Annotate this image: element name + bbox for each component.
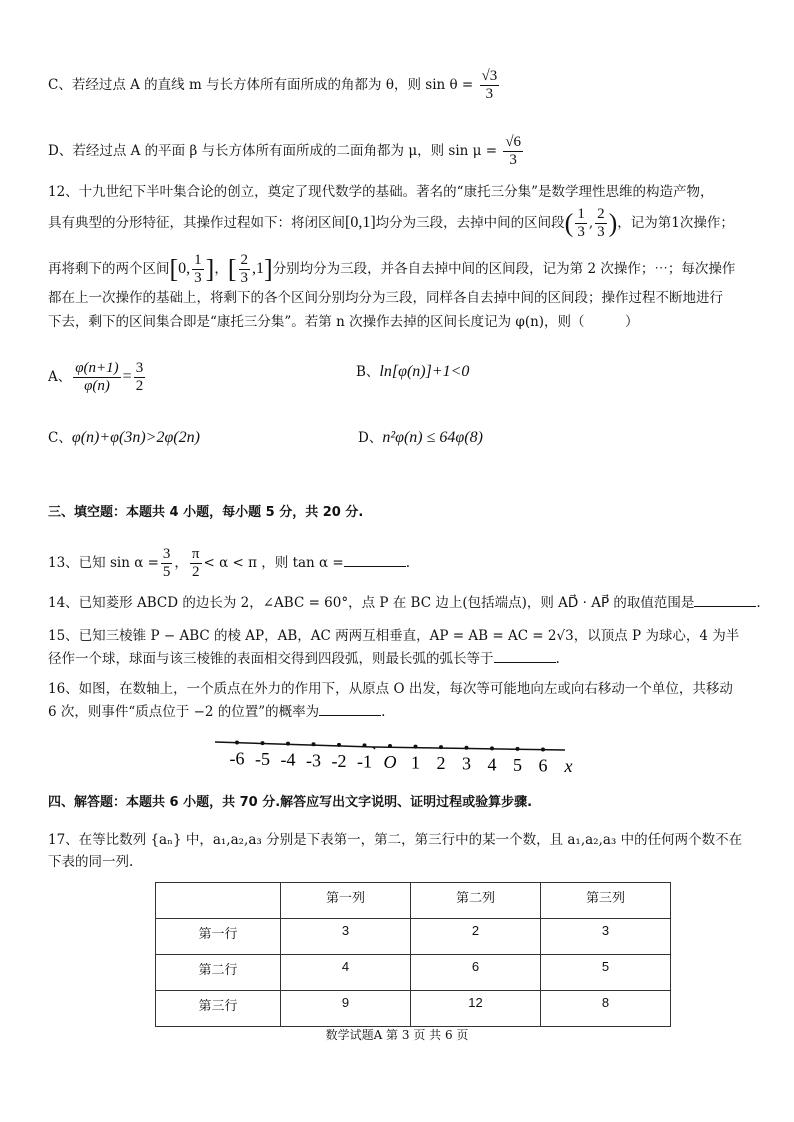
bracket: [: [169, 254, 179, 284]
period: .: [405, 555, 411, 571]
text: 6 次，则事件“质点位于 −2 的位置”的概率为: [48, 704, 320, 720]
tick-mark: [541, 747, 545, 751]
q12-option-a: [48, 360, 147, 395]
q17-line2: 下表的同一列.: [48, 854, 134, 870]
q15-line2: [48, 648, 560, 669]
tick-mark: [388, 744, 392, 748]
denominator: 3: [194, 270, 202, 286]
tick-label: -1: [357, 751, 372, 772]
bracket: ]: [264, 254, 273, 284]
denominator: 3: [240, 270, 249, 286]
tick-label: 5: [513, 754, 522, 774]
fraction: [161, 546, 173, 581]
numerator: √6: [505, 134, 522, 150]
fraction: [575, 206, 587, 241]
option-label: B、: [356, 364, 380, 380]
numerator: 1: [577, 206, 585, 222]
q15-line1: 15、已知三棱锥 P − ABC 的棱 AP，AB，AC 两两互相垂直，AP = AB = AC = 2√3，以顶点 P 为球心，4 为半: [48, 628, 740, 644]
tick-label: -4: [280, 749, 296, 770]
q12-option-b: [356, 362, 469, 382]
text: 13、已知 sin α =: [48, 555, 159, 571]
tick-label: 4: [487, 754, 497, 774]
fraction: [73, 360, 120, 395]
denominator: φ(n): [84, 378, 110, 394]
answer-blank[interactable]: [694, 592, 756, 607]
tick-label: x: [564, 756, 573, 774]
text: 再将剩下的两个区间: [48, 261, 170, 277]
text: < α < π ，则 tan α =: [203, 555, 344, 571]
tick-label: -6: [229, 748, 245, 769]
fraction: [239, 252, 251, 287]
q17-line1: 17、在等比数列 {aₙ} 中，a₁,a₂,a₃ 分别是下表第一，第二，第三行中的某一个数，且 a₁,a₂,a₃ 中的任何两个数不在: [48, 832, 743, 848]
text: 分别均分为三段，并各自去掉中间的区间段，记为第 2 次操作；⋯；每次操作: [272, 261, 736, 277]
period: .: [555, 651, 560, 667]
q16-line1: 16、如图，在数轴上，一个质点在外力的作用下，从原点 O 出发，每次等可能地向左或向右移动一个单位，共移动: [48, 681, 733, 697]
one: ,1: [252, 260, 265, 277]
q13: [48, 546, 410, 581]
answer-blank[interactable]: [344, 552, 406, 567]
table-row: [156, 991, 671, 1027]
q12-option-c: [48, 428, 200, 448]
tick-mark: [516, 747, 520, 751]
denominator: 3: [577, 224, 585, 240]
row-label: 第二行: [156, 955, 281, 991]
paren: ): [608, 208, 618, 238]
text: 径作一个球，球面与该三棱锥的表面相交得到四段弧，则最长弧的弧长等于: [48, 651, 494, 667]
table-header-cell: [156, 883, 281, 919]
text: 具有典型的分形特征，其操作过程如下：将闭区间: [48, 215, 345, 231]
tick-mark: [261, 741, 265, 745]
numerator: √3: [481, 68, 498, 84]
answer-blank[interactable]: [319, 701, 381, 716]
fraction: [192, 252, 204, 287]
number-line: [215, 738, 575, 774]
axis-line: [373, 747, 565, 750]
tick-mark: [439, 745, 443, 749]
tick-mark: [235, 741, 239, 745]
fraction: [134, 360, 146, 395]
bracket: ]: [205, 254, 215, 284]
tick-label: -3: [306, 750, 321, 771]
denominator: 5: [162, 564, 171, 580]
numerator: 3: [162, 546, 171, 562]
option-text: 若经过点 A 的平面 β 与长方体所有面所成的二面角都为 μ，则 sin μ =: [72, 143, 498, 159]
q12-line3: 再将剩下的两个区间[0, $\frac{1}{3}$ ]，[ $\frac{2}{3}$ ,1]分别均分为三段，并各自去掉中间的区间段，记为第 2 次操作；⋯；每次操作: [48, 252, 736, 286]
q12-line5: 下去，剩下的区间集合即是“康托三分集”。若第 n 次操作去掉的区间长度记为 φ(n)，则（ ）: [48, 314, 639, 330]
q16-line2: [48, 701, 385, 722]
tick-mark: [490, 746, 494, 750]
table-cell: 2: [411, 919, 541, 955]
text: ，记为第1次操作；: [617, 215, 734, 231]
expression: φ(n)+φ(3n)>2φ(2n): [71, 429, 200, 446]
expression: n²φ(n) ≤ 64φ(8): [382, 429, 483, 446]
tick-label: -2: [331, 750, 347, 771]
table-header-row: [156, 883, 671, 919]
bracket: [: [227, 254, 237, 284]
denominator: 3: [597, 224, 605, 240]
table-header-cell: 第三列: [541, 883, 671, 919]
table-header-cell: 第一列: [281, 883, 411, 919]
q17-table: [155, 882, 671, 1027]
q12-option-d: [358, 428, 483, 448]
row-label: 第三行: [156, 991, 281, 1027]
table-row: [156, 955, 671, 991]
table-cell: 3: [281, 919, 411, 955]
option-label: D、: [48, 143, 73, 159]
option-label: D、: [358, 430, 383, 446]
row-label: 第一行: [156, 919, 281, 955]
tick-label: 2: [436, 753, 446, 774]
tick-mark: [337, 743, 341, 747]
q12-line1: 12、十九世纪下半叶集合论的创立，奠定了现代数学的基础。著名的“康托三分集”是数学理性思维的构造产物，: [48, 184, 714, 200]
numerator: 3: [135, 360, 144, 376]
answer-blank[interactable]: [494, 648, 556, 663]
fraction: [595, 206, 607, 241]
numerator: 2: [597, 206, 605, 222]
tick-mark: [465, 746, 469, 750]
tick-mark: [414, 745, 418, 749]
text: 均分为三段，去掉中间的区间段: [375, 215, 565, 231]
fraction: [190, 546, 202, 581]
q12-line4: 都在上一次操作的基础上，将剩下的各个区间分别均分为三段，同样各自去掉中间的区间段；操作过程不断地进行: [48, 290, 723, 306]
table-cell: 3: [541, 919, 671, 955]
tick-label: -5: [255, 749, 270, 770]
table-cell: 6: [411, 955, 541, 991]
tick-label: 3: [462, 753, 471, 774]
table-cell: 5: [541, 955, 671, 991]
q12-line2: 具有典型的分形特征，其操作过程如下：将闭区间[0,1]均分为三段，去掉中间的区间段( $\frac{1}{3}$ , $\frac{2}{3}$ )，记为第1次操作；: [48, 206, 734, 240]
table-row: [156, 919, 671, 955]
text: 14、已知菱形 ABCD 的边长为 2，∠ABC = 60°，点 P 在 BC 边上(包括端点)，则 AD⃗ · AP⃗ 的取值范围是: [48, 595, 695, 611]
period: .: [756, 595, 761, 611]
denominator: 2: [135, 378, 144, 394]
tick-label: 1: [411, 752, 420, 773]
q11-option-d: [48, 134, 525, 169]
tick-mark: [286, 742, 290, 746]
fraction: [480, 68, 500, 103]
numerator: φ(n+1): [75, 360, 119, 376]
table-cell: 9: [281, 991, 411, 1027]
q11-option-c: [48, 68, 501, 103]
tick-label: O: [383, 752, 397, 772]
period: .: [381, 704, 386, 720]
text: ，: [174, 555, 188, 571]
option-label: A、: [48, 369, 72, 385]
section-4-heading: 四、解答题：本题共 6 小题，共 70 分.解答应写出文字说明、证明过程或验算步骤.: [48, 795, 533, 810]
tick-label: 6: [538, 755, 548, 774]
denominator: 3: [485, 86, 494, 102]
table-cell: 4: [281, 955, 411, 991]
numerator: 1: [194, 252, 202, 268]
table-cell: 12: [411, 991, 541, 1027]
table-cell: 8: [541, 991, 671, 1027]
denominator: 3: [509, 152, 517, 168]
tick-mark: [363, 743, 367, 747]
tick-mark: [312, 742, 316, 746]
equals: =: [122, 368, 132, 385]
option-label: C、: [48, 77, 72, 93]
page-footer: 数学试题A 第 3 页 共 6 页: [325, 1028, 469, 1042]
section-3-heading: 三、填空题：本题共 4 小题，每小题 5 分，共 20 分.: [48, 505, 364, 520]
numerator: 2: [240, 252, 249, 268]
denominator: 2: [191, 564, 200, 580]
option-label: C、: [48, 430, 72, 446]
option-text: 若经过点 A 的直线 m 与长方体所有面所成的角都为 θ，则 sin θ =: [71, 77, 474, 93]
interval: [0,1]: [345, 214, 376, 231]
table-header-cell: 第二列: [411, 883, 541, 919]
q14: [48, 592, 761, 613]
fraction: [503, 134, 523, 169]
expression: ln[φ(n)]+1<0: [379, 363, 470, 380]
paren: (: [564, 208, 574, 238]
zero: 0,: [178, 260, 191, 277]
numerator: π: [191, 546, 200, 562]
